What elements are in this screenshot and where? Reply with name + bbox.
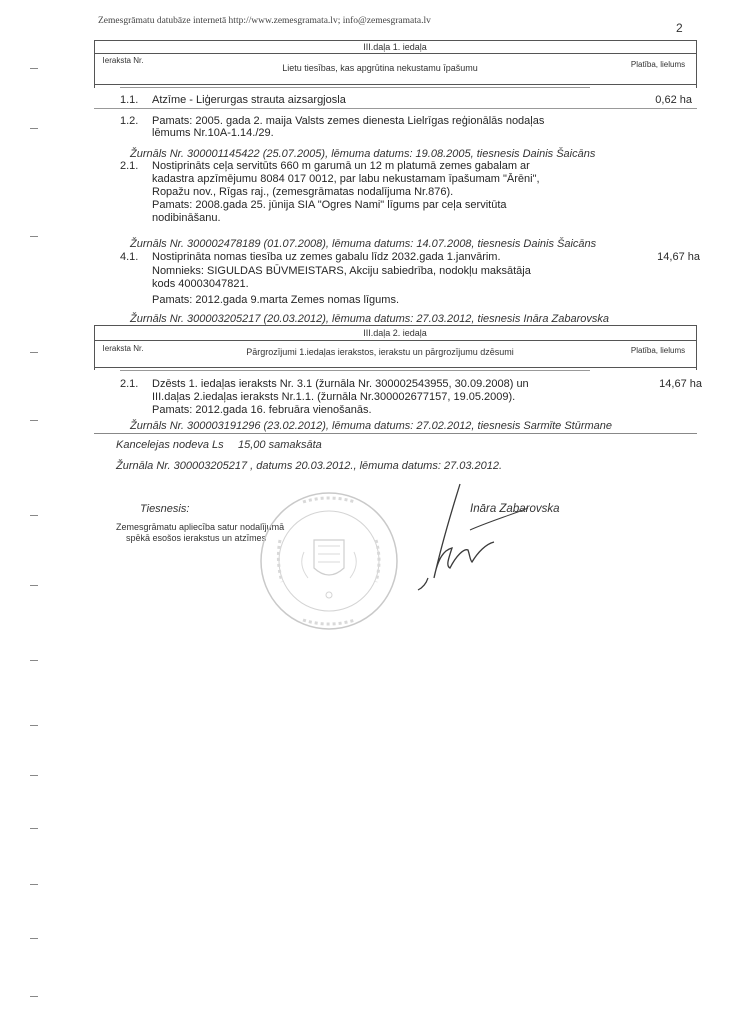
journal-line: Žurnāls Nr. 300001145422 (25.07.2005), lēmuma datums: 19.08.2005, tiesnesis Dainis Šaicāns [130,148,596,160]
section2-title: III.daļa 2. iedaļa [363,328,427,338]
section1-col-entry: Ieraksta Nr. [102,56,144,65]
fee-label: Kancelejas nodeva Ls [116,439,224,451]
entry-text: Dzēsts 1. iedaļas ieraksts Nr. 3.1 (žurnāla Nr. 300002543955, 30.09.2008) un [152,378,529,390]
entry-text: kods 40003047821. [152,278,249,290]
section1-col-area: Platība, lielums [630,60,686,69]
entry-text: III.daļas 2.iedaļas ieraksts Nr.1.1. (žurnāla Nr.300002677157, 19.05.2009). [152,391,516,403]
judge-label: Tiesnesis: [140,503,190,515]
entry-number: 2.1. [120,160,139,172]
section2-col-entry: Ieraksta Nr. [102,344,144,353]
entry-text: Nostiprināta nomas tiesība uz zemes gabalu līdz 2032.gada 1.janvārim. [152,251,501,263]
fee-value: 15,00 samaksāta [238,439,322,451]
entry-text: Pamats: 2012.gada 16. februāra vienošanās. [152,404,372,416]
page-number: 2 [676,21,683,35]
entry-text: lēmums Nr.10A-1.14./29. [152,127,274,139]
site-header: Zemesgrāmatu datubāze internetā http://www.zemesgramata.lv; info@zemesgramata.lv [98,16,431,26]
certificate-note-1: Zemesgrāmatu apliecība satur nodalījumā [116,522,285,532]
journal-line: Žurnāls Nr. 300003205217 (20.03.2012), lēmuma datums: 27.03.2012, tiesnesis Ināra Zabarovska [130,313,609,325]
entry-text: Pamats: 2005. gada 2. maija Valsts zemes dienesta Lielrīgas reģionālās nodaļas [152,115,545,127]
entry-text: Nomnieks: SIGULDAS BŪVMEISTARS, Akciju sabiedrība, nodokļu maksātāja [152,265,531,277]
entry-area: 0,62 ha [655,94,692,106]
section2-col-desc: Pārgrozījumi 1.iedaļas ierakstos, ierakstu un pārgrozījumu dzēsumi [246,347,514,357]
journal-line: Žurnāls Nr. 300002478189 (01.07.2008), lēmuma datums: 14.07.2008, tiesnesis Dainis Šaicāns [130,238,597,250]
entry-area: 14,67 ha [659,378,702,390]
section2-col-area: Platība, lielums [630,346,686,355]
entry-number: 1.2. [120,115,139,127]
entry-text: Atzīme - Liģerurgas strauta aizsargjosla [152,94,346,106]
entry-text: Pamats: 2012.gada 9.marta Zemes nomas līgums. [152,294,400,306]
entry-text: kadastra apzīmējumu 8084 017 0012, par labu nekustamam īpašumam "Ārēni", [152,173,540,185]
entry-text: Pamats: 2008.gada 25. jūnija SIA "Ogres Nami" līgums par ceļa servitūta [152,199,507,211]
journal-line: Žurnāls Nr. 300003191296 (23.02.2012), lēmuma datums: 27.02.2012, tiesnesis Sarmīte Stūrmane [130,420,613,432]
entry-number: 1.1. [120,94,139,106]
entry-text: Ropažu nov., Rīgas raj., (zemesgrāmatas nodalījuma Nr.876). [152,186,454,198]
section1-col-desc: Lietu tiesības, kas apgrūtina nekustamu īpašumu [282,63,478,73]
judge-name: Ināra Zabarovska [470,503,560,515]
entry-text: Nostiprināts ceļa servitūts 660 m garumā un 12 m platumā zemes gabalam ar [152,160,530,172]
entry-number: 4.1. [120,251,139,263]
entry-number: 2.1. [120,378,139,390]
handwritten-signature-icon [408,478,558,598]
official-seal-icon [258,490,400,632]
section1-title: III.daļa 1. iedaļa [363,42,427,52]
entry-area: 14,67 ha [657,251,700,263]
entry-text: nodibināšanu. [152,212,221,224]
certificate-note-2: spēkā esošos ierakstus un atzīmes [126,533,267,543]
footer-journal: Žurnāla Nr. 300003205217 , datums 20.03.2012., lēmuma datums: 27.03.2012. [116,460,503,472]
